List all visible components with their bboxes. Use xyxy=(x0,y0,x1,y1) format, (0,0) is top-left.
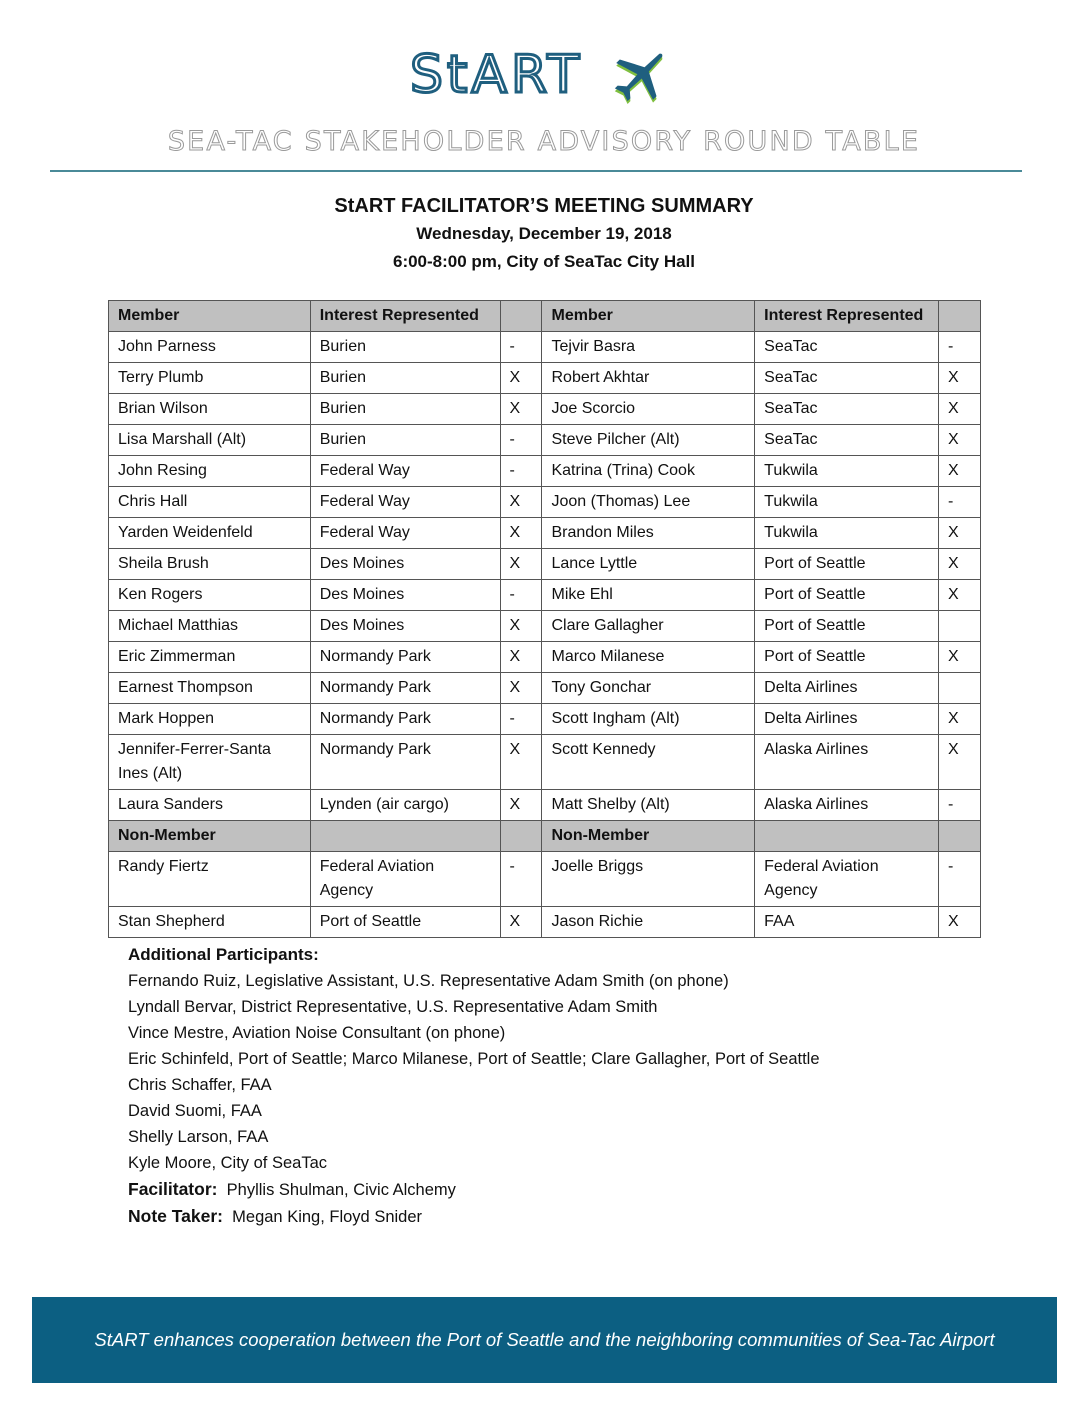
member-name: John Resing xyxy=(109,456,311,487)
interest-represented: SeaTac xyxy=(755,425,939,456)
attendance-mark: - xyxy=(500,580,542,611)
table-row xyxy=(109,852,981,907)
table-row xyxy=(109,611,981,642)
header-interest: Interest Represented xyxy=(310,301,500,332)
interest-represented: Burien xyxy=(310,332,500,363)
note-taker-name: Megan King, Floyd Snider xyxy=(232,1208,423,1226)
table-header-row xyxy=(109,301,981,332)
attendance-mark: X xyxy=(500,487,542,518)
attendance-mark: - xyxy=(500,852,542,907)
interest-represented: Delta Airlines xyxy=(755,704,939,735)
attendance-mark: - xyxy=(938,790,980,821)
attendance-mark: X xyxy=(938,363,980,394)
header-member: Member xyxy=(542,301,755,332)
interest-represented: Tukwila xyxy=(755,456,939,487)
meeting-date: Wednesday, December 19, 2018 xyxy=(416,224,672,243)
participant-line: Fernando Ruiz, Legislative Assistant, U.S. Representative Adam Smith (on phone) xyxy=(128,972,729,990)
attendance-mark: X xyxy=(938,394,980,425)
participant-line: Eric Schinfeld, Port of Seattle; Marco Milanese, Port of Seattle; Clare Gallagher, Port of Seattle xyxy=(128,1050,820,1068)
table-row xyxy=(109,790,981,821)
interest-represented: Burien xyxy=(310,425,500,456)
attendance-mark: - xyxy=(500,456,542,487)
interest-represented: Port of Seattle xyxy=(755,642,939,673)
attendance-mark: X xyxy=(500,611,542,642)
header-divider xyxy=(50,170,1022,172)
interest-represented: Burien xyxy=(310,363,500,394)
member-name: Yarden Weidenfeld xyxy=(109,518,311,549)
interest-represented: Des Moines xyxy=(310,580,500,611)
member-name: Katrina (Trina) Cook xyxy=(542,456,755,487)
section-label xyxy=(500,821,542,852)
participant-line: David Suomi, FAA xyxy=(128,1102,262,1120)
member-name: Brian Wilson xyxy=(109,394,311,425)
facilitator-label: Facilitator: xyxy=(128,1179,218,1199)
member-name: Lance Lyttle xyxy=(542,549,755,580)
member-name: Chris Hall xyxy=(109,487,311,518)
attendance-table xyxy=(108,300,981,938)
section-label: Non-Member xyxy=(542,821,755,852)
interest-represented: Federal Way xyxy=(310,518,500,549)
attendance-mark: X xyxy=(938,518,980,549)
interest-represented: SeaTac xyxy=(755,394,939,425)
footer-banner xyxy=(32,1297,1057,1383)
attendance-mark: X xyxy=(500,394,542,425)
interest-represented: Delta Airlines xyxy=(755,673,939,704)
table-row xyxy=(109,394,981,425)
interest-represented: Alaska Airlines xyxy=(755,735,939,790)
footer-tagline: StART enhances cooperation between the Port of Seattle and the neighboring communities of Sea-Tac Airport xyxy=(94,1329,995,1350)
header-member: Member xyxy=(109,301,311,332)
member-name: Robert Akhtar xyxy=(542,363,755,394)
participant-line: Shelly Larson, FAA xyxy=(128,1128,269,1146)
table-row xyxy=(109,580,981,611)
interest-represented: Tukwila xyxy=(755,487,939,518)
attendance-mark: X xyxy=(938,735,980,790)
member-name: Laura Sanders xyxy=(109,790,311,821)
member-name: Steve Pilcher (Alt) xyxy=(542,425,755,456)
member-name: Sheila Brush xyxy=(109,549,311,580)
member-name: Eric Zimmerman xyxy=(109,642,311,673)
interest-represented: Lynden (air cargo) xyxy=(310,790,500,821)
note-taker-line xyxy=(128,1203,820,1230)
airplane-icon xyxy=(609,43,673,107)
section-label xyxy=(938,821,980,852)
participant-line: Chris Schaffer, FAA xyxy=(128,1076,272,1094)
member-name: Stan Shepherd xyxy=(109,907,311,938)
member-name: Joon (Thomas) Lee xyxy=(542,487,755,518)
attendance-mark: - xyxy=(938,332,980,363)
interest-represented: Alaska Airlines xyxy=(755,790,939,821)
interest-represented: Federal Way xyxy=(310,487,500,518)
header-attendance xyxy=(500,301,542,332)
meeting-time-location: 6:00-8:00 pm, City of SeaTac City Hall xyxy=(392,252,695,271)
attendance-mark: X xyxy=(938,704,980,735)
member-name: Randy Fiertz xyxy=(109,852,311,907)
interest-represented: Normandy Park xyxy=(310,704,500,735)
org-name: SEA-TAC STAKEHOLDER ADVISORY ROUND TABLE xyxy=(167,126,921,157)
attendance-mark: X xyxy=(500,673,542,704)
section-label xyxy=(310,821,500,852)
attendance-mark: X xyxy=(500,518,542,549)
participants-heading: Additional Participants: xyxy=(128,945,319,964)
note-taker-label: Note Taker: xyxy=(128,1206,223,1226)
member-name: Ken Rogers xyxy=(109,580,311,611)
interest-represented: Normandy Park xyxy=(310,642,500,673)
member-name: Tony Gonchar xyxy=(542,673,755,704)
table-row xyxy=(109,907,981,938)
facilitator-name: Phyllis Shulman, Civic Alchemy xyxy=(226,1181,456,1199)
attendance-mark: X xyxy=(938,907,980,938)
table-row xyxy=(109,487,981,518)
attendance-mark xyxy=(938,611,980,642)
table-row xyxy=(109,518,981,549)
interest-represented: Burien xyxy=(310,394,500,425)
section-label: Non-Member xyxy=(109,821,311,852)
member-name: Mike Ehl xyxy=(542,580,755,611)
member-name: Clare Gallagher xyxy=(542,611,755,642)
member-name: Jason Richie xyxy=(542,907,755,938)
attendance-mark: X xyxy=(500,790,542,821)
attendance-mark xyxy=(938,673,980,704)
title-block xyxy=(0,192,1088,276)
member-name: Brandon Miles xyxy=(542,518,755,549)
table-row xyxy=(109,332,981,363)
member-name: Michael Matthias xyxy=(109,611,311,642)
interest-represented: Federal Aviation Agency xyxy=(755,852,939,907)
header-interest: Interest Represented xyxy=(755,301,939,332)
interest-represented: Federal Aviation Agency xyxy=(310,852,500,907)
attendance-mark: X xyxy=(500,735,542,790)
attendance-mark: X xyxy=(938,549,980,580)
attendance-mark: X xyxy=(500,642,542,673)
table-row xyxy=(109,673,981,704)
attendance-mark: X xyxy=(938,642,980,673)
interest-represented: Normandy Park xyxy=(310,673,500,704)
document-title: StART FACILITATOR’S MEETING SUMMARY xyxy=(334,195,754,217)
interest-represented: Tukwila xyxy=(755,518,939,549)
table-row xyxy=(109,363,981,394)
interest-represented: Des Moines xyxy=(310,549,500,580)
interest-represented: FAA xyxy=(755,907,939,938)
additional-participants xyxy=(128,942,820,1230)
interest-represented: Federal Way xyxy=(310,456,500,487)
interest-represented: SeaTac xyxy=(755,363,939,394)
attendance-mark: - xyxy=(500,704,542,735)
member-name: Earnest Thompson xyxy=(109,673,311,704)
header-attendance xyxy=(938,301,980,332)
interest-represented: Port of Seattle xyxy=(755,580,939,611)
member-name: John Parness xyxy=(109,332,311,363)
interest-represented: SeaTac xyxy=(755,332,939,363)
member-name: Tejvir Basra xyxy=(542,332,755,363)
attendance-mark: X xyxy=(500,549,542,580)
table-row xyxy=(109,456,981,487)
attendance-mark: - xyxy=(938,852,980,907)
attendance-mark: - xyxy=(500,332,542,363)
member-name: Mark Hoppen xyxy=(109,704,311,735)
attendance-mark: X xyxy=(500,363,542,394)
table-row xyxy=(109,642,981,673)
interest-represented: Port of Seattle xyxy=(755,549,939,580)
participant-line: Vince Mestre, Aviation Noise Consultant (on phone) xyxy=(128,1024,506,1042)
table-row xyxy=(109,425,981,456)
table-row xyxy=(109,704,981,735)
facilitator-line xyxy=(128,1176,820,1203)
member-name: Marco Milanese xyxy=(542,642,755,673)
attendance-mark: - xyxy=(938,487,980,518)
table-row xyxy=(109,735,981,790)
interest-represented: Port of Seattle xyxy=(755,611,939,642)
member-name: Scott Kennedy xyxy=(542,735,755,790)
non-member-section-row xyxy=(109,821,981,852)
member-name: Terry Plumb xyxy=(109,363,311,394)
interest-represented: Normandy Park xyxy=(310,735,500,790)
interest-represented: Port of Seattle xyxy=(310,907,500,938)
participant-line: Lyndall Bervar, District Representative, U.S. Representative Adam Smith xyxy=(128,998,658,1016)
member-name: Jennifer-Ferrer-Santa Ines (Alt) xyxy=(109,735,311,790)
section-label xyxy=(755,821,939,852)
attendance-mark: X xyxy=(500,907,542,938)
member-name: Scott Ingham (Alt) xyxy=(542,704,755,735)
logo-text: StART xyxy=(410,45,584,105)
start-logo xyxy=(410,40,673,110)
member-name: Matt Shelby (Alt) xyxy=(542,790,755,821)
attendance-mark: - xyxy=(500,425,542,456)
member-name: Lisa Marshall (Alt) xyxy=(109,425,311,456)
attendance-mark: X xyxy=(938,456,980,487)
interest-represented: Des Moines xyxy=(310,611,500,642)
attendance-mark: X xyxy=(938,425,980,456)
member-name: Joe Scorcio xyxy=(542,394,755,425)
participant-line: Kyle Moore, City of SeaTac xyxy=(128,1154,327,1172)
attendance-mark: X xyxy=(938,580,980,611)
member-name: Joelle Briggs xyxy=(542,852,755,907)
table-row xyxy=(109,549,981,580)
